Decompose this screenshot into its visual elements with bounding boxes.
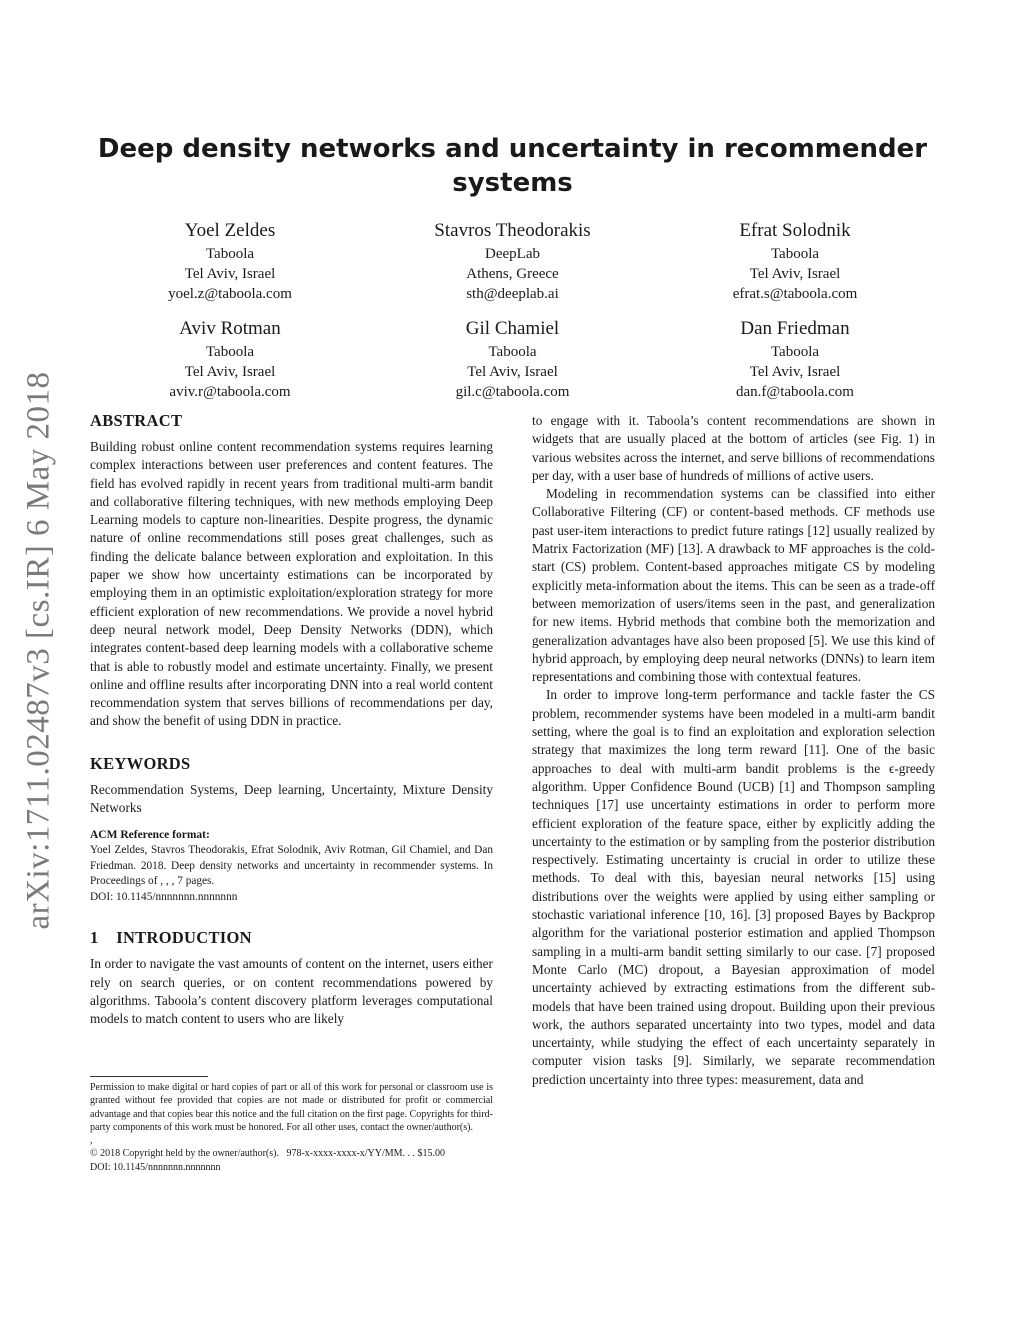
author-location: Tel Aviv, Israel	[749, 266, 841, 282]
acm-reference-doi: DOI: 10.1145/nnnnnnn.nnnnnnn	[90, 890, 238, 903]
author-affiliation: Taboola	[205, 246, 255, 262]
author-location: Tel Aviv, Israel	[749, 364, 841, 380]
author-affiliation: Taboola	[205, 344, 255, 360]
intro-paragraph-uncertainty: In order to improve long-term performance and tackle faster the CS problem, recommender systems have been modeled in a multi-arm bandit setting, where the goal is to find an exploitation and exploration selection strategy that maximizes the long term reward [11]. One of the basic approaches to deal with multi-arm bandit problems is the ϵ-greedy algorithm. Upper Confidence Bound (UCB) [1] and Thompson sampling techniques [17] use uncertainty estimations in order to perform more efficient exploration of the feature space, either by explicitly adding the uncertainty to the estimation or by sampling from the posterior distribution respectively. Estimating uncertainty is crucial in order to utilize these methods. To deal with this, bayesian neural networks [15] using distributions over the weights were applied by using either sampling or stochastic variational inference [10, 16]. [3] proposed Bayes by Backprop algorithm for the variational posterior estimation and applied Thompson sampling in a multi-arm bandit setting similarly to our case. [7] proposed Monte Carlo (MC) dropout, a Bayesian approximation of model uncertainty achieved by extracting estimations from the different sub-models that have been trained using dropout. Building upon their previous work, the authors separated uncertainty into two types, model and data uncertainty, while studying the effect of each uncertainty separately in computer vision tasks [9]. Similarly, we separate recommendation prediction uncertainty into three types: measurement, data and	[532, 687, 935, 1087]
author-name: Efrat Solodnik	[739, 220, 851, 241]
arxiv-identifier-text: arXiv:1711.02487v3 [cs.IR] 6 May 2018	[20, 370, 57, 930]
introduction-paragraph: In order to navigate the vast amounts of content on the internet, users either rely on search queries, or on content recommendations powered by algorithms. Taboola’s content discovery platform leverages computational models to match content to users who are likely	[90, 956, 493, 1027]
author-affiliation: Taboola	[488, 344, 537, 360]
author-email: efrat.s@taboola.com	[732, 286, 858, 302]
introduction-heading: 1 INTRODUCTION	[90, 928, 252, 948]
author-block	[373, 218, 653, 304]
author-affiliation: Taboola	[770, 344, 820, 360]
abstract-text: Building robust online content recommendation systems requires learning complex interactions between user preferences and content features. The field has evolved rapidly in recent years from traditional multi-arm bandit and collaborative filtering techniques, with new methods employing Deep Learning models to capture non-linearities. Despite progress, the dynamic nature of online recommendations still poses great challenges, such as finding the delicate balance between exploration and exploitation. In this paper we show how uncertainty estimations can be incorporated by employing them in an optimistic exploitation/exploration strategy for more efficient exploration of new recommendations. We provide a novel hybrid deep neural network model, Deep Density Networks (DDN), which integrates content-based deep learning models with a collaborative scheme that is able to robustly model and estimate uncertainty. Finally, we present online and offline results after incorporating DNN into a real world content recommendation system that serves billions of recommendations per day, and show the benefit of using DDN in practice.	[90, 439, 493, 729]
author-block	[655, 316, 935, 402]
keywords-text: Recommendation Systems, Deep learning, Uncertainty, Mixture Density Networks	[90, 781, 493, 816]
right-column	[532, 412, 935, 1089]
footnote-separator: ,	[90, 1135, 93, 1147]
footnote-doi: DOI: 10.1145/nnnnnnn.nnnnnnn	[90, 1161, 221, 1173]
author-location: Tel Aviv, Israel	[184, 364, 276, 380]
author-name: Gil Chamiel	[465, 318, 560, 339]
author-email: gil.c@taboola.com	[455, 384, 570, 400]
author-block	[655, 218, 935, 304]
author-block	[373, 316, 653, 402]
author-affiliation: Taboola	[770, 246, 820, 262]
author-email: sth@deeplab.ai	[466, 286, 559, 302]
author-name: Aviv Rotman	[179, 318, 281, 339]
authors-row-2	[90, 316, 935, 402]
author-name: Dan Friedman	[740, 318, 850, 339]
author-affiliation: DeepLab	[485, 246, 540, 262]
intro-paragraph-continued: to engage with it. Taboola’s content recommendations are shown in widgets that are usually placed at the bottom of articles (see Fig. 1) in various websites across the internet, and serve billions of recommendations per day, with a user base of hundreds of millions of active users.	[532, 413, 935, 483]
author-block	[90, 218, 370, 304]
keywords-heading: KEYWORDS	[90, 753, 191, 773]
author-email: dan.f@taboola.com	[736, 384, 854, 400]
author-location: Tel Aviv, Israel	[467, 364, 558, 380]
author-block	[90, 316, 370, 402]
acm-reference-label: ACM Reference format:	[90, 829, 210, 842]
arxiv-identifier-stamp	[8, 360, 70, 940]
author-name: Yoel Zeldes	[184, 220, 276, 241]
author-email: yoel.z@taboola.com	[168, 286, 292, 302]
authors-row-1	[90, 218, 935, 304]
author-location: Athens, Greece	[466, 266, 559, 282]
paper-title: Deep density networks and uncertainty in recommender systems	[97, 134, 928, 198]
copyright-footnote	[90, 1076, 493, 1174]
permission-notice: Permission to make digital or hard copies of part or all of this work for personal or classroom use is granted without fee provided that copies are not made or distributed for profit or commercial advantage and that copies bear this notice and the full citation on the first page. Copyrights for third-party components of this work must be honored. For all other uses, contact the owner/author(s).	[90, 1082, 493, 1133]
left-column	[90, 410, 493, 1029]
footnote-rule	[90, 1076, 208, 1077]
author-name: Stavros Theodorakis	[434, 220, 591, 241]
author-email: aviv.r@taboola.com	[169, 384, 291, 400]
author-location: Tel Aviv, Israel	[184, 266, 276, 282]
acm-reference-text: Yoel Zeldes, Stavros Theodorakis, Efrat Solodnik, Aviv Rotman, Gil Chamiel, and Dan Friedman. 2018. Deep density networks and uncertainty in recommender systems. In Proceedings of , , , 7 pages.	[90, 844, 493, 888]
intro-paragraph-modeling: Modeling in recommendation systems can be classified into either Collaborative Filtering (CF) or content-based methods. CF methods use past user-item interactions to predict future ratings [12] usually realized by Matrix Factorization (MF) [13]. A drawback to MF approaches is the cold-start (CS) problem. Content-based approaches mitigate CS by modeling explicitly meta-information about the items. This can be seen as a trade-off between memorization of users/items seen in the past, and generalization for new items. Hybrid methods that combine both the memorization and generalization advantages have also been proposed [5]. We use this kind of hybrid approach, by employing deep neural networks (DNNs) to learn item representations and combining those with contextual features.	[532, 486, 935, 685]
copyright-line: © 2018 Copyright held by the owner/author(s). 978-x-xxxx-xxxx-x/YY/MM. . . $15.00	[90, 1148, 446, 1160]
abstract-heading: ABSTRACT	[90, 411, 183, 430]
